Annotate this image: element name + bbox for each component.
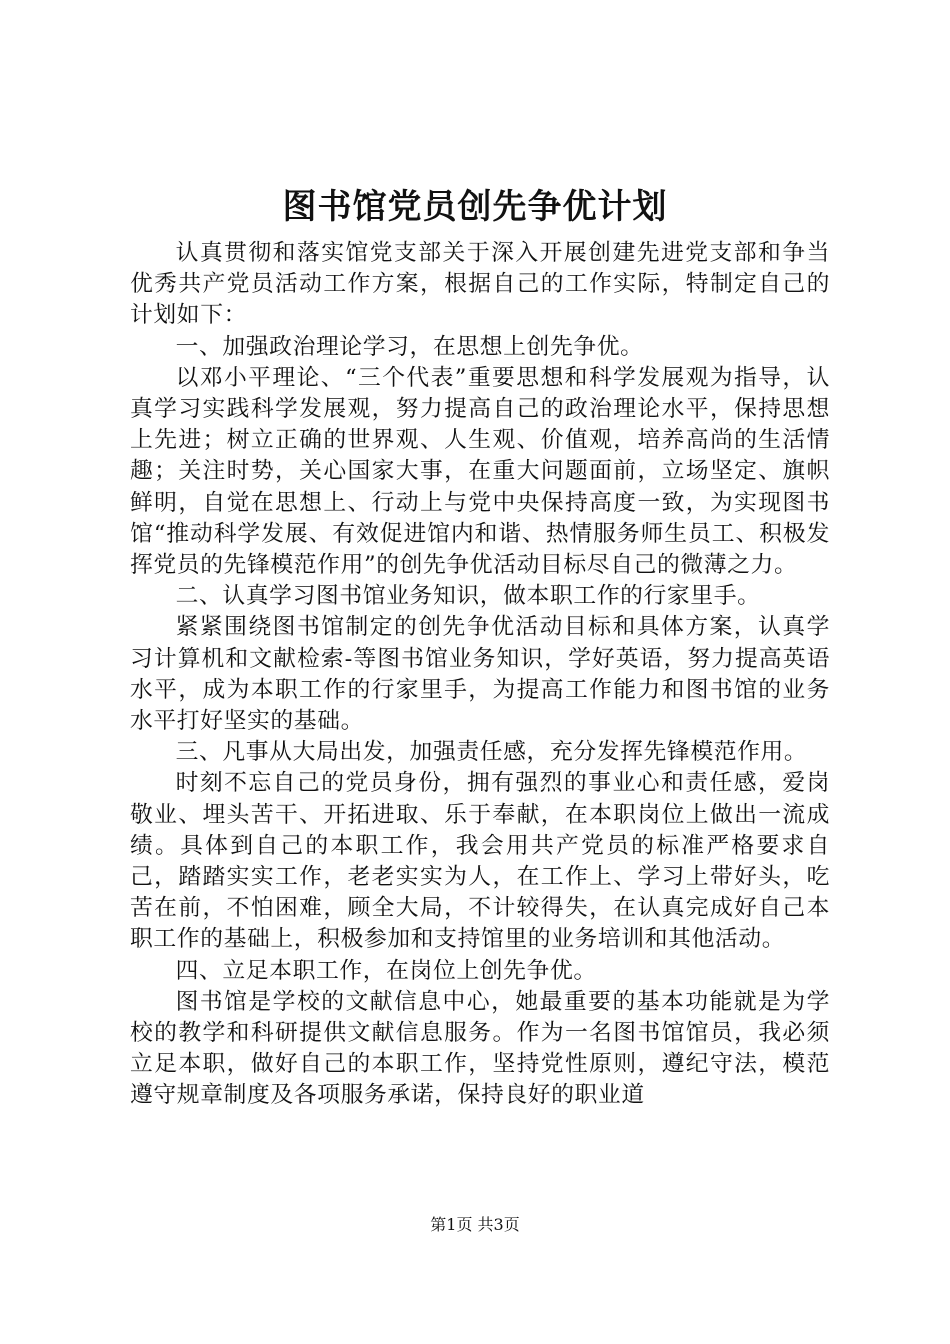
paragraph-section-1: 以邓小平理论、“三个代表”重要思想和科学发展观为指导，认真学习实践科学发展观，努力提高自己的政治理论水平，保持思想上先进；树立正确的世界观、人生观、价值观，培养高尚的生活情趣；关注时势，关心国家大事，在重大问题面前，立场坚定、旗帜鲜明，自觉在思想上、行动上与党中央保持高度一致，为实现图书馆“推动科学发展、有效促进馆内和谐、热情服务师生员工、积极发挥党员的先锋模范作用”的创先争优活动目标尽自己的微薄之力。 (130, 364, 830, 579)
paragraph-section-3: 时刻不忘自己的党员身份，拥有强烈的事业心和责任感，爱岗敬业、埋头苦干、开拓进取、乐于奉献，在本职岗位上做出一流成绩。具体到自己的本职工作，我会用共产党员的标准严格要求自己，踏踏实实工作，老老实实为人，在工作上、学习上带好头，吃苦在前，不怕困难，顾全大局，不计较得失，在认真完成好自己本职工作的基础上，积极参加和支持馆里的业务培训和其他活动。 (130, 770, 830, 953)
paragraph-section-2: 紧紧围绕图书馆制定的创先争优活动目标和具体方案，认真学习计算机和文献检索-等图书馆业务知识，学好英语，努力提高英语水平，成为本职工作的行家里手，为提高工作能力和图书馆的业务水平打好坚实的基础。 (130, 614, 830, 735)
document-body (130, 238, 830, 1112)
section-heading-4: 四、立足本职工作，在岗位上创先争优。 (175, 957, 597, 984)
section-heading-2: 二、认真学习图书馆业务知识，做本职工作的行家里手。 (175, 583, 761, 610)
paragraph-intro: 认真贯彻和落实馆党支部关于深入开展创建先进党支部和争当优秀共产党员活动工作方案，根据自己的工作实际，特制定自己的计划如下： (130, 240, 830, 329)
page-number-footer: 第1页 共3页 (430, 1215, 520, 1234)
section-heading-3: 三、凡事从大局出发，加强责任感，充分发挥先锋模范作用。 (175, 739, 808, 766)
document-title: 图书馆党员创先争优计划 (282, 187, 668, 227)
paragraph-section-4: 图书馆是学校的文献信息中心，她最重要的基本功能就是为学校的教学和科研提供文献信息服务。作为一名图书馆馆员，我必须立足本职，做好自己的本职工作，坚持党性原则，遵纪守法，模范遵守规章制度及各项服务承诺，保持良好的职业道 (130, 988, 830, 1109)
section-heading-1: 一、加强政治理论学习，在思想上创先争优。 (175, 333, 644, 360)
